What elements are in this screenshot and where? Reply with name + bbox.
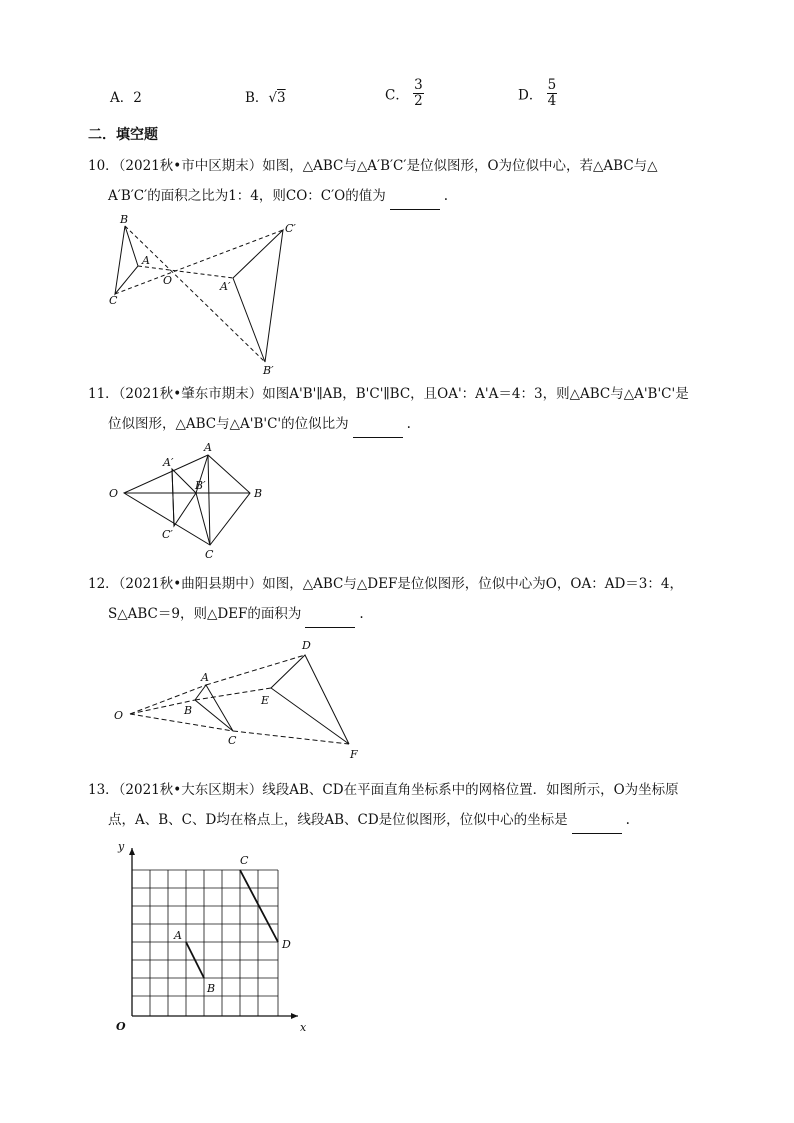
option-a[interactable]: A．2 (110, 90, 142, 106)
q12-line-oa (130, 685, 206, 714)
option-c-numerator: 3 (414, 77, 423, 93)
q13-grid (132, 870, 278, 1016)
q10-line2-end: . (443, 188, 449, 204)
q10-triangle-apbpcp (233, 230, 283, 362)
q11-line-ac (208, 455, 210, 545)
q12-line-cf (233, 731, 349, 744)
q10-line-aap (138, 266, 233, 278)
q10-line1: 10．（2021秋•市中区期末）如图，△ABC与△A′B′C′是位似图形，O为位似中心，若△ABC与△ (88, 158, 658, 174)
q12-label-o: O (114, 709, 124, 722)
q10-label-b: B (120, 213, 129, 226)
q10-label-cp: C′ (285, 222, 296, 235)
q13-label-c: C (240, 854, 249, 867)
q13-label-a: A (174, 929, 182, 942)
x-axis-arrow-icon (291, 1013, 298, 1019)
q12-label-c: C (228, 734, 237, 747)
q11-line2-end: . (406, 416, 411, 432)
q11-label-cp: C′ (162, 528, 173, 541)
q10-line-ccp (115, 230, 283, 294)
q13-figure (108, 838, 318, 1038)
q12-label-a: A (201, 671, 209, 684)
option-d-denominator: 4 (547, 93, 557, 109)
q11-label-b: B (254, 487, 263, 500)
q12-triangle-def (271, 655, 349, 744)
q13-line2 (108, 806, 630, 834)
sqrt-sign: √ (268, 90, 278, 106)
y-axis-arrow-icon (129, 848, 135, 855)
option-d-label: D． (518, 87, 543, 104)
option-c-fraction (413, 78, 424, 109)
q11-label-o: O (109, 487, 119, 500)
q11-line2 (108, 410, 411, 438)
option-c-denominator: 2 (414, 93, 423, 109)
q13-label-y: y (118, 840, 125, 853)
q13-label-x: x (300, 1021, 307, 1034)
q10-answer-blank[interactable] (390, 195, 440, 210)
q13-line2-end: . (625, 812, 630, 828)
option-b[interactable] (245, 86, 286, 106)
option-b-label: B． (245, 90, 269, 106)
q12-figure (108, 634, 368, 758)
q10-line2-text: A′B′C′的面积之比为1：4，则CO：C′O的值为 (108, 188, 386, 204)
q13-label-o: O (116, 1020, 126, 1033)
q11-line1: 11．（2021秋•肇东市期末）如图A'B'∥AB，B'C'∥BC，且OA'：A'A＝4：3，则△ABC与△A'B'C'是 (88, 386, 689, 402)
q11-line-bpc (196, 493, 210, 545)
option-d-fraction (547, 78, 558, 109)
q12-line-oc (130, 714, 233, 731)
q12-line-be (195, 688, 271, 700)
q12-line1: 12．（2021秋•曲阳县期中）如图，△ABC与△DEF是位似图形，位似中心为O，OA：AD＝3：4， (88, 576, 683, 592)
q13-label-d: D (282, 938, 291, 951)
q11-figure (100, 438, 280, 566)
q11-line-apcp (172, 469, 174, 526)
q12-line2-text: S△ABC＝9，则△DEF的面积为 (108, 606, 302, 622)
q10-triangle-abc (115, 226, 138, 294)
q10-label-bp: B′ (263, 364, 274, 377)
option-d-numerator: 5 (547, 77, 557, 93)
q11-label-a: A (204, 441, 212, 454)
q12-line2-end: . (359, 606, 364, 622)
q11-label-ap: A′ (163, 456, 174, 469)
section-title: 二．填空题 (88, 127, 158, 143)
q10-line2 (108, 182, 448, 210)
q13-line2-text: 点，A、B、C、D均在格点上，线段AB、CD是位似图形，位似中心的坐标是 (108, 812, 568, 828)
q13-label-b: B (207, 982, 216, 995)
q12-label-b: B (184, 704, 193, 717)
q10-label-a: A (142, 254, 150, 267)
option-b-radicand: 3 (277, 90, 286, 106)
option-c[interactable] (385, 78, 424, 109)
option-c-label: C． (385, 87, 409, 104)
q12-label-e: E (261, 694, 270, 707)
q12-label-f: F (350, 748, 358, 758)
q11-label-c: C (205, 548, 214, 561)
q11-answer-blank[interactable] (353, 423, 403, 438)
q13-line1: 13．（2021秋•大东区期末）线段AB、CD在平面直角坐标系中的网格位置．如图所示，O为坐标原 (88, 782, 679, 798)
q10-label-c: C (109, 294, 118, 307)
q12-triangle-abc (195, 685, 233, 731)
q10-label-o: O (163, 274, 173, 287)
q11-triangle-apbpcp (172, 469, 196, 526)
q12-answer-blank[interactable] (305, 613, 355, 628)
q10-label-ap: A′ (220, 280, 231, 293)
q12-line2 (108, 600, 364, 628)
q10-figure (100, 212, 320, 377)
q11-line2-text: 位似图形，△ABC与△A'B'C'的位似比为 (108, 416, 349, 432)
q11-quadrilateral (124, 455, 250, 545)
q11-label-bp: B′ (195, 479, 206, 492)
q12-label-d: D (302, 639, 311, 652)
option-d[interactable] (518, 78, 557, 109)
q13-answer-blank[interactable] (572, 819, 622, 834)
q10-line-bbp (125, 226, 265, 362)
